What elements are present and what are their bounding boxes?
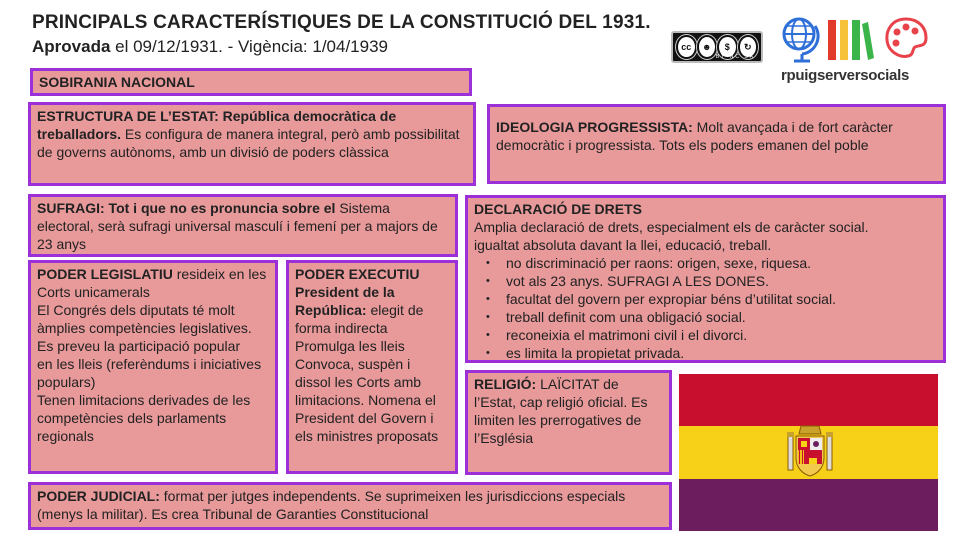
approved-label: Aprovada xyxy=(32,37,111,56)
legislatiu-text1: resideix en les Corts unicamerals xyxy=(37,266,267,300)
box-declaracio xyxy=(465,195,946,363)
list-item: • treball definit com una obligació social. xyxy=(474,308,937,326)
license-labels: BY NC SA xyxy=(715,54,755,60)
sa-icon: ↻ xyxy=(738,35,759,59)
approved-dates: el 09/12/1931. - Vigència: 1/04/1939 xyxy=(110,37,388,56)
palette-icon xyxy=(884,16,928,60)
legislatiu-heading: PODER LEGISLATIU xyxy=(37,266,173,282)
globe-icon xyxy=(782,14,820,64)
by-icon: ☻ xyxy=(697,35,718,59)
judicial-text: format per jutges independents. Se suprimeixen les jurisdiccions especials (menys la militar). Es crea Tribunal de Garanties Constitucional xyxy=(37,488,626,522)
legislatiu-text4: Tenen limitacions derivades de les competències dels parlaments regionals xyxy=(37,392,251,444)
ideologia-heading: IDEOLOGIA PROGRESSISTA: xyxy=(496,119,693,135)
list-item: • reconeixia el matrimoni civil i el divorci. xyxy=(474,326,937,344)
republic-flag xyxy=(679,374,938,531)
list-item: • no discriminació per raons: origen, sexe, riquesa. xyxy=(474,254,937,272)
page-subtitle xyxy=(32,37,388,57)
cc-icon: cc xyxy=(676,35,697,59)
box-judicial xyxy=(28,482,672,530)
estructura-text: Es configura de manera integral, però amb possibilitat de governs autònoms, amb un divisió de poders clàssica xyxy=(37,126,460,160)
religio-text: LAÏCITAT de l’Estat, cap religió oficial. Es limiten les prerrogatives de l’Església xyxy=(474,376,648,446)
flag-red-stripe xyxy=(679,374,938,426)
religio-heading: RELIGIÓ: xyxy=(474,376,537,392)
sufragi-heading: SUFRAGI: Tot i que no es pronuncia sobre el xyxy=(37,200,336,216)
sobirania-heading: SOBIRANIA NACIONAL xyxy=(39,74,195,90)
box-executiu xyxy=(286,260,458,474)
list-item: • es limita la propietat privada. xyxy=(474,344,937,362)
list-item: • vot als 23 anys. SUFRAGI A LES DONES. xyxy=(474,272,937,290)
box-legislatiu xyxy=(28,260,278,474)
box-sobirania xyxy=(30,68,472,96)
brand-name: rpuigserversocials xyxy=(781,67,910,84)
ideologia-text: Molt avançada i de fort caràcter democràtic i progressista. Tots els poders emanen del poble xyxy=(496,119,893,153)
estructura-heading: ESTRUCTURA DE L’ESTAT: República democràtica de treballadors. xyxy=(37,108,397,142)
box-estructura xyxy=(28,102,476,186)
coat-of-arms-icon xyxy=(787,424,833,478)
nc-icon: $ xyxy=(717,35,738,59)
declaracio-line1: Amplia declaració de drets, especialment els de caràcter social. xyxy=(474,219,869,235)
cc-license-badge[interactable] xyxy=(671,31,763,63)
flag-purple-stripe xyxy=(679,479,938,531)
sufragi-text: Sistema electoral, serà sufragi universal masculí i femení per a majors de 23 anys xyxy=(37,200,438,252)
executiu-heading: PODER EXECUTIU President de la República: xyxy=(295,266,420,318)
books-icon xyxy=(826,18,874,62)
legislatiu-text3: en les lleis (referèndums i iniciatives populars) xyxy=(37,356,262,390)
legislatiu-text2: El Congrés dels diputats té molt àmplies competències legislatives. Es preveu la participació popular xyxy=(37,302,252,354)
list-item: • facultat del govern per expropiar béns d’utilitat social. xyxy=(474,290,937,308)
executiu-text: elegit de forma indirecta Promulga les lleis Convoca, suspèn i dissol les Corts amb limitacions. Nomena el President del Govern i els ministres proposats xyxy=(295,302,439,444)
declaracio-list xyxy=(474,254,937,362)
box-sufragi xyxy=(28,194,458,257)
box-ideologia xyxy=(487,104,946,184)
declaracio-heading: DECLARACIÓ DE DRETS xyxy=(474,201,643,217)
page-title: PRINCIPALS CARACTERÍSTIQUES DE LA CONSTITUCIÓ DEL 1931. xyxy=(32,12,651,33)
judicial-heading: PODER JUDICIAL: xyxy=(37,488,160,504)
declaracio-line2: igualtat absoluta davant la llei, educació, treball. xyxy=(474,237,772,253)
box-religio xyxy=(465,370,672,475)
